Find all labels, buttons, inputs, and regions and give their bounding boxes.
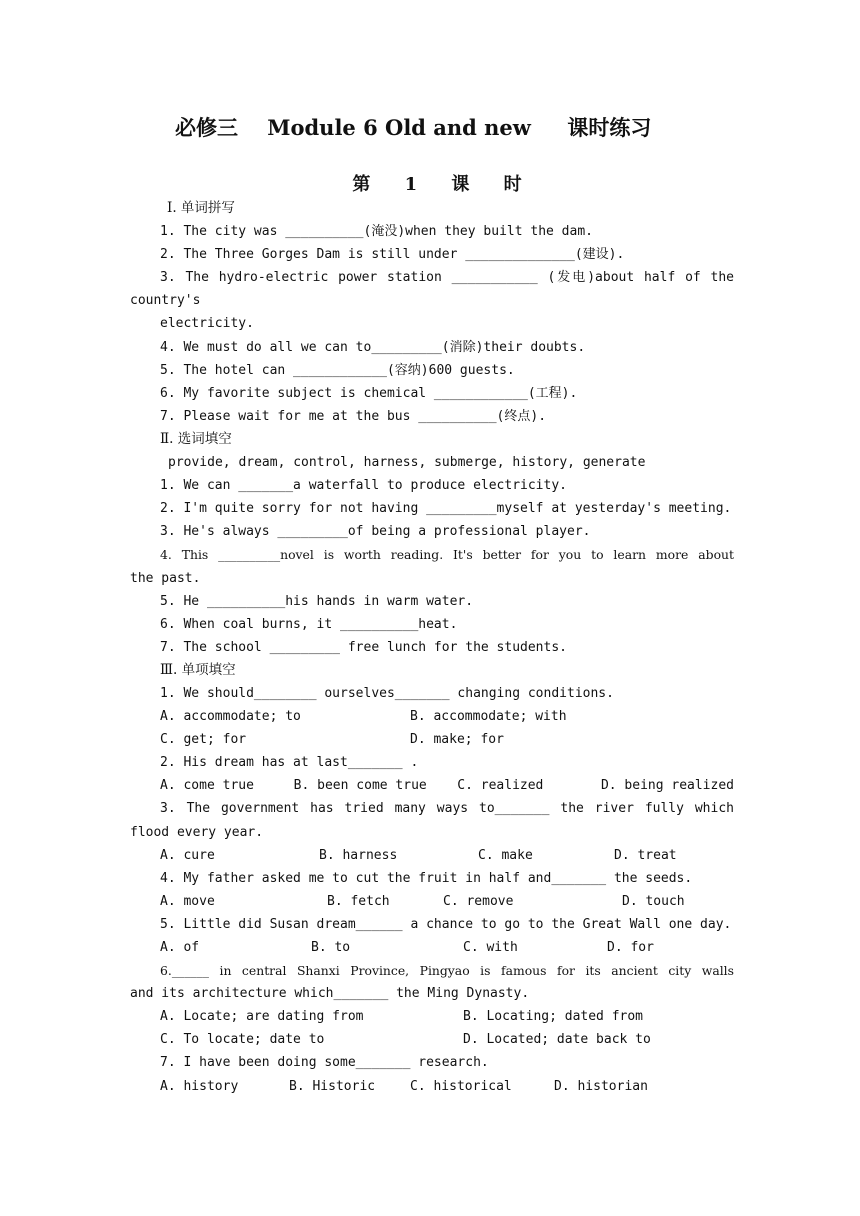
mc-option: B. fetch [327,893,390,909]
word-choice-item: 7. The school _________ free lunch for the students. [160,639,567,655]
mc-option: B. to [311,940,351,955]
mc-option: A. come true [160,778,254,794]
mc-question: 6.______ in central Shanxi Province, Pingyao is famous for its ancient city walls [160,963,734,979]
mc-options [130,936,734,959]
mc-option: D. make; for [410,732,504,748]
mc-option: A. Locate; are dating from [160,1009,364,1025]
mc-question: 7. I have been doing some_______ research. [160,1055,489,1071]
word-choice-item: 6. When coal burns, it __________heat. [160,616,458,632]
mc-option: C. historical [410,1078,512,1094]
word-choice-item: 2. I'm quite sorry for not having _________myself at yesterday's meeting. [160,501,732,517]
mc-option: C. with [463,940,518,955]
mc-option: B. been come true [293,778,427,794]
section-heading-word-choice: Ⅱ. 选词填空 [160,430,232,447]
mc-option: A. accommodate; to [160,709,301,725]
mc-options [130,728,734,751]
mc-option: B. accommodate; with [410,709,567,725]
mc-option: B. Historic [289,1078,376,1094]
mc-options [130,1005,734,1028]
mc-option: A. move [160,893,215,909]
section-heading-multiple-choice: Ⅲ. 单项填空 [160,661,236,678]
mc-option: A. history [160,1078,239,1094]
mc-question: 3. The government has tried many ways to_______ the river fully which [160,801,734,817]
mc-options [130,705,734,728]
section-heading-spelling: Ⅰ. 单词拼写 [167,200,235,216]
spelling-item: 2. The Three Gorges Dam is still under ______________(建设). [160,247,625,263]
mc-option: B. Locating; dated from [463,1009,644,1025]
mc-options [130,844,734,867]
mc-question-continued: and its architecture which_______ the Ming Dynasty. [130,986,530,1002]
mc-question: 2. His dream has at last_______ . [160,755,419,771]
page-title: 必修三 Module 6 Old and new 课时练习 [175,115,652,140]
mc-option: D. historian [554,1078,648,1094]
spelling-item: 6. My favorite subject is chemical ____________(工程). [160,385,578,401]
mc-option: C. get; for [160,732,247,748]
mc-option: C. remove [443,893,514,909]
word-choice-item: 5. He __________his hands in warm water. [160,593,474,609]
mc-option: A. of [160,940,200,955]
word-choice-item: 4. This __________novel is worth reading. It's better for you to learn more about [160,547,734,563]
mc-option: A. cure [160,847,215,863]
mc-options [130,890,734,913]
lesson-subtitle: 第 1 课 时 [352,174,536,195]
mc-question: 5. Little did Susan dream______ a chance to go to the Great Wall one day. [160,916,732,932]
mc-option: D. treat [614,847,677,863]
spelling-item: 1. The city was __________(淹没)when they built the dam. [160,224,593,240]
mc-option: B. harness [319,847,398,863]
mc-options [130,774,734,797]
mc-question-continued: flood every year. [130,824,264,840]
mc-question: 1. We should________ ourselves_______ changing conditions. [160,685,614,701]
worksheet-content [130,197,734,1098]
mc-option: D. touch [622,893,685,909]
mc-options [130,1028,734,1051]
mc-option: D. for [607,940,654,955]
spelling-item: 5. The hotel can ____________(容纳)600 guests. [160,362,515,378]
word-choice-item: 1. We can _______a waterfall to produce electricity. [160,478,567,494]
mc-question: 4. My father asked me to cut the fruit in half and_______ the seeds. [160,870,693,886]
mc-option: C. make [478,847,533,863]
mc-option: D. Located; date back to [463,1032,651,1048]
spelling-item-continued: electricity. [160,316,254,332]
word-bank: provide, dream, control, harness, submerge, history, generate [168,455,646,471]
word-choice-item-continued: the past. [130,570,201,586]
mc-option: C. realized [457,778,544,794]
mc-option: D. being realized [600,778,734,794]
mc-option: C. To locate; date to [160,1032,325,1048]
spelling-item-continued: country's [130,293,201,309]
mc-options [130,1075,734,1098]
spelling-item: 4. We must do all we can to_________(消除)their doubts. [160,339,586,355]
word-choice-item: 3. He's always _________of being a professional player. [160,524,591,540]
spelling-item: 3. The hydro-electric power station ___________ (发电)about half of the [160,270,734,286]
spelling-item: 7. Please wait for me at the bus __________(终点). [160,408,547,424]
